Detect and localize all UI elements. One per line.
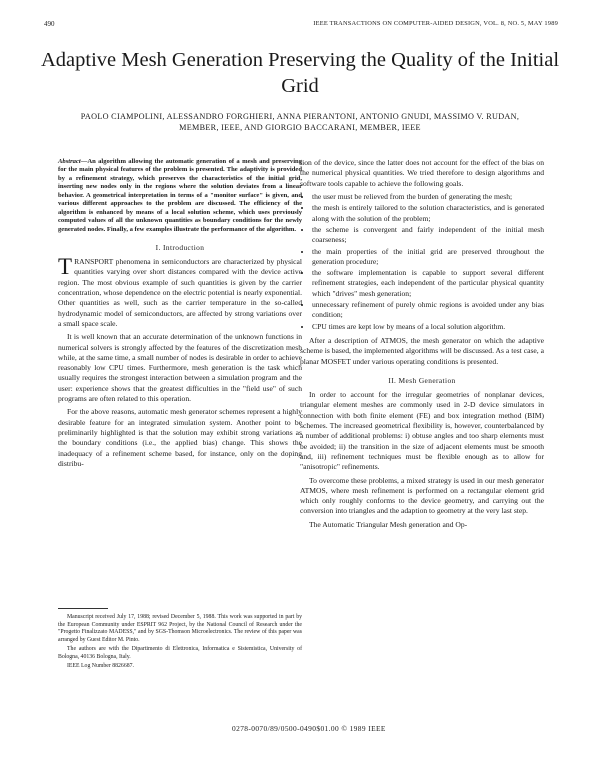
list-item: • the software implementation is capable to support several different refinement strategies, each independent of the particular physical quantity which "drives" mesh generation; xyxy=(312,268,544,299)
footnote: The authors are with the Dipartimento di Elettronica, Informatica e Sistemistica, University of Bologna, 40136 Bologna, Italy. xyxy=(58,646,302,660)
abstract xyxy=(58,158,302,234)
footnote: IEEE Log Number 8826687. xyxy=(67,663,134,670)
right-column xyxy=(300,158,544,533)
paragraph: In order to account for the irregular geometries of nonplanar devices, triangular element meshes are commonly used in 2-D device simulators in connection with both finite element (FE) and box integration method (BIM) schemes. The increased geometrical flexibility is, however, counterbalanced by a number of additional problems: i) obtuse angles and too sharp elements must be avoided; ii) the transition in the size of adjacent elements must be smooth and, iii) refinement techniques must be flexible enough as to allow for "anisotropic" refinements. xyxy=(300,390,544,472)
page-number: 490 xyxy=(44,20,55,28)
section-heading-mesh-generation: II. Mesh Generation xyxy=(388,375,456,385)
footnote: Manuscript received July 17, 1988; revised December 5, 1988. This work was supported in part by the European Community under ESPRIT 962 Project, by the National Council of Research under the "Progetto Finalizzato MADESS," and by SGS-Thomson Microelectronics. The review of this paper was arranged by Guest Editor M. Pinto. xyxy=(58,614,302,643)
section-heading-introduction: I. Introduction xyxy=(155,242,205,252)
goals-list xyxy=(300,192,544,332)
footnotes xyxy=(58,608,302,673)
paragraph-text: RANSPORT phenomena in semiconductors are characterized by physical quantities varying over short distances compared with the device active region. The most obvious example of such quantities is given by the carrier concentration, whose dependence on the electric potential is nearly exponential. Other quantities as well, such as the carrier temperature in the so-called hydrodynamic model of semiconductors, are affected by strong variations over a small space scale. xyxy=(58,257,302,328)
author-list: PAOLO CIAMPOLINI, ALESSANDRO FORGHIERI, ANNA PIERANTONI, ANTONIO GNUDI, MASSIMO V. RUDAN, MEMBER, IEEE, AND GIORGIO BACCARANI, MEMBER, IEEE xyxy=(80,112,520,132)
list-item: • the main properties of the initial grid are preserved throughout the generation procedure; xyxy=(312,247,544,268)
copyright-line: 0278-0070/89/0500-0490$01.00 © 1989 IEEE xyxy=(232,724,386,733)
drop-cap: T xyxy=(58,254,73,279)
list-item: • the scheme is convergent and fairly independent of the initial mesh coarseness; xyxy=(312,225,544,246)
left-column xyxy=(58,158,302,472)
journal-header: IEEE TRANSACTIONS ON COMPUTER-AIDED DESIGN, VOL. 8, NO. 5, MAY 1989 xyxy=(313,20,558,27)
list-item: • the mesh is entirely tailored to the solution characteristics, and is generated along with the solution of the problem; xyxy=(312,203,544,224)
paragraph: The Automatic Triangular Mesh generation and Op- xyxy=(309,519,468,529)
list-item: • the user must be relieved from the burden of generating the mesh; xyxy=(312,192,544,202)
paragraph: To overcome these problems, a mixed strategy is used in our mesh generator ATMOS, where mesh refinement is performed on a rectangular element grid which only roughly conforms to the device geometry, and carrying out the conversion into triangles and the adaption to geometry at the very last step. xyxy=(300,475,544,516)
abstract-label: Abstract— xyxy=(58,158,88,165)
paragraph xyxy=(58,254,302,329)
paragraph: After a description of ATMOS, the mesh generator on which the adaptive scheme is based, the implemented algorithms will be discussed. As a test case, a planar MOSFET under various operating conditions is presented. xyxy=(300,336,544,366)
paragraph: For the above reasons, automatic mesh generator schemes represent a highly desirable feature for an integrated simulation system. Another point to be preliminarily highlighted is that the solution may exhibit strong variations as the boundary conditions (i.e., the applied bias) change. This shows the inadequacy of a refinement scheme based, for instance, only on the doping distribu- xyxy=(58,407,302,468)
abstract-text: An algorithm allowing the automatic generation of a mesh and preserving for the main physical features of the problem is presented. The adaptivity is provided by a refinement strategy, which preserves the characteristics of the initial grid, inserting new nodes only in the regions where the solution deviates from a linear behavior. A geometrical interpretation in terms of a "monitor surface" is given, and various different approaches to the problem are discussed. The efficiency of the algorithm is enhanced by means of a local solution scheme, which uses previously computed values of all the unknown quantities as boundary conditions for the newly generated nodes. Finally, a few examples illustrate the performance of the algorithm. xyxy=(58,158,302,233)
footnote-rule xyxy=(58,608,108,609)
paragraph: It is well known that an accurate determination of the unknown functions in numerical solvers is strongly affected by the features of the discretization mesh while, at the same time, a small number of nodes is desirable in order to achieve reasonably low CPU times. Furthermore, mesh generation is the task which usually requires the strongest interaction between a simulation program and the user: experience shows that the greatest difficulties in the "field use" of such programs are often related to this operation. xyxy=(58,332,302,404)
paper-title: Adaptive Mesh Generation Preserving the Quality of the Initial Grid xyxy=(40,49,560,97)
list-item: • unnecessary refinement of purely ohmic regions is avoided under any bias condition; xyxy=(312,300,544,321)
list-item: • CPU times are kept low by means of a local solution algorithm. xyxy=(312,322,544,332)
paragraph: tion of the device, since the latter does not account for the effect of the bias on the numerical physical quantities. We tried therefore to design algorithms and software tools capable to achieve the following goals. xyxy=(300,158,544,188)
